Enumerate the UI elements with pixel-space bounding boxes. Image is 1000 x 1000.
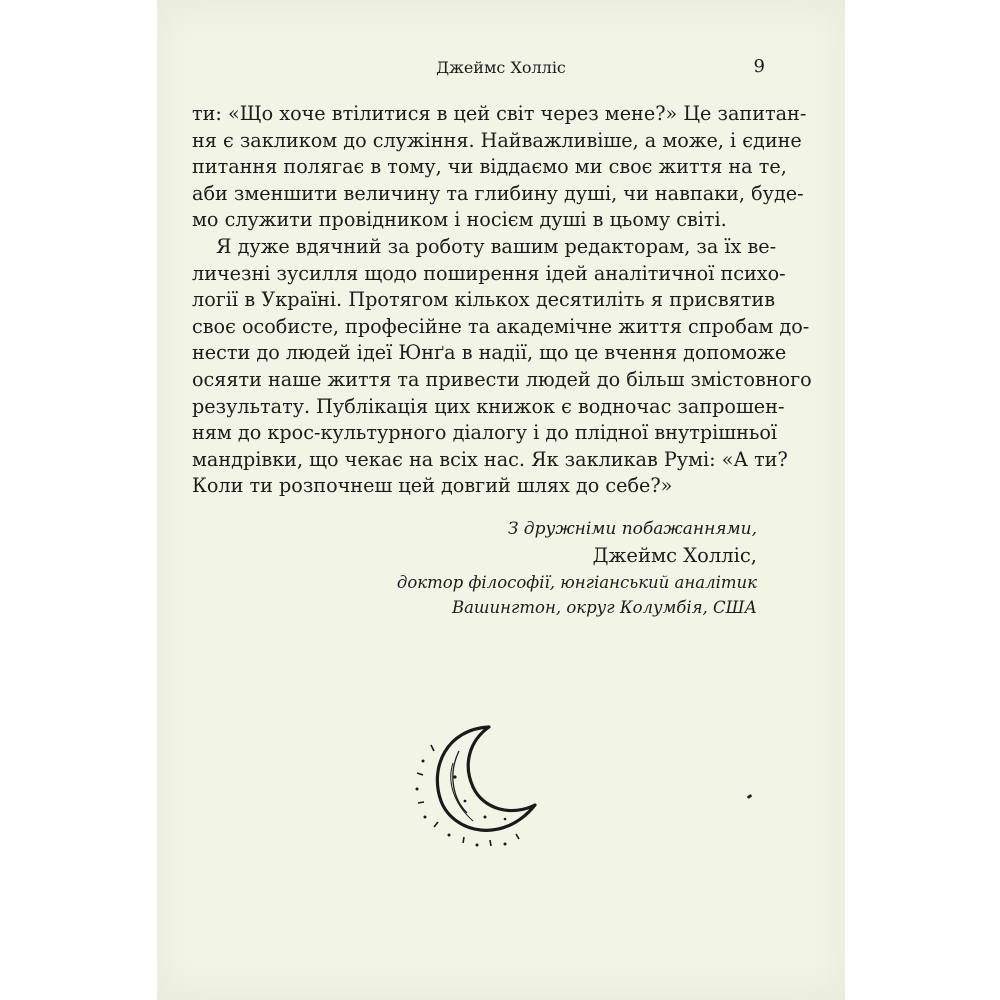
signature-role: доктор філософії, юнгіанський аналітик [396,573,757,592]
signature-name: Джеймс Холліс, [592,544,757,567]
text-line: Я дуже вдячний за роботу вашим редакторам, за їх ве- [216,234,777,258]
page-number: 9 [753,56,765,77]
text-line: нести до людей ідеї Юнґа в надії, що це вчення допоможе [192,341,787,365]
text-line: ням до крос-культурного діалогу і до плідної внутрішньої [192,421,778,445]
text-line: ня є закликом до служіння. Найважливіше, а може, і єдине [192,128,802,152]
text-line: аби зменшити величину та глибину душі, чи навпаки, будe- [192,181,804,205]
crescent-moon-icon [407,705,557,855]
signature-block [397,517,757,620]
text-line: мо служити провідником і носієм душі в цьому світі. [192,208,727,232]
text-line: мандрівки, що чекає на всіх нас. Як закликав Румі: «А ти? [192,447,788,471]
text-line: Коли ти розпочнеш цей довгий шлях до себе?» [192,474,673,498]
text-line: питання полягає в тому, чи віддаємо ми своє життя на те, [192,155,787,179]
text-line: личезні зусилля щодо поширення ідей аналітичної психо- [192,261,786,285]
book-page [157,0,845,1000]
text-line: своє особисте, професійне та академічне життя спробам до- [192,314,810,338]
signature-greeting: З дружніми побажаннями, [507,519,757,539]
text-line: осяяти наше життя та привести людей до більш змістовного [192,367,812,391]
signature-place: Вашингтон, округ Колумбія, США [451,598,757,617]
text-line: ти: «Що хоче втілитися в цей світ через мене?» Це запитан- [192,102,807,125]
ink-speck [747,794,753,799]
body-text [192,101,812,500]
running-head-author: Джеймс Холліс [436,58,566,77]
text-line: результату. Публікація цих книжок є водночас запрошен- [192,394,785,418]
text-line: логії в Україні. Протягом кількох десятиліть я присвятив [192,288,775,312]
running-head [157,58,845,82]
